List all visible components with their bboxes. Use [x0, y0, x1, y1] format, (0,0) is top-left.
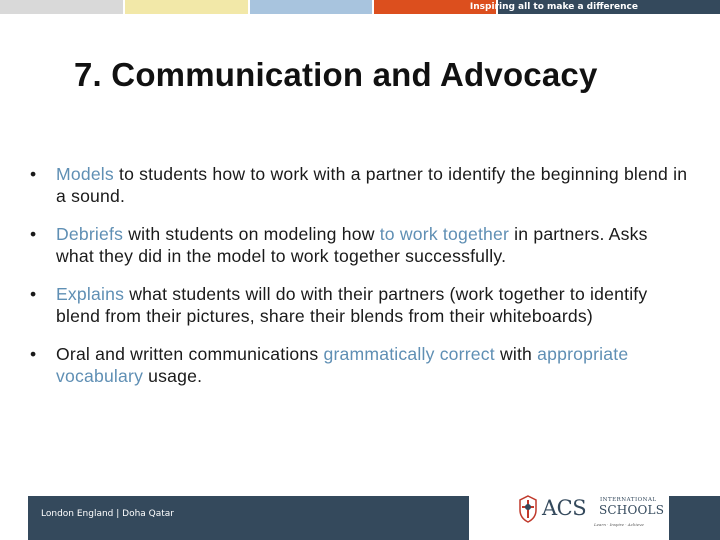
footer-locations: London England | Doha Qatar [41, 509, 175, 519]
bullet-item [30, 283, 690, 327]
bullet-text: with students on modeling how [123, 224, 380, 244]
bullet-text: what students will do with their partners (work together to identify blend from their pictures, share their blends from their whiteboards) [56, 284, 648, 326]
bullet-item [30, 163, 690, 207]
highlighted-text: Debriefs [56, 224, 124, 244]
color-segment-blue [250, 0, 372, 14]
bullet-marker: • [30, 344, 37, 364]
footer-bar-left [28, 496, 469, 540]
logo-acs-text: ACS [542, 496, 587, 520]
bullet-marker: • [30, 164, 37, 184]
footer-bar-right [669, 496, 720, 540]
bullet-text: usage. [143, 366, 203, 386]
logo-motto-text: Learn · Inspire · Achieve [594, 522, 644, 527]
highlighted-text: to work together [379, 224, 510, 244]
top-color-bar [0, 0, 720, 14]
highlighted-text: appropriate vocabulary [56, 344, 629, 386]
color-segment-grey [0, 0, 123, 14]
bullet-list [30, 163, 690, 403]
acs-logo [510, 494, 665, 530]
logo-schools-text: SCHOOLS [599, 503, 665, 517]
color-segment-yellow [125, 0, 248, 14]
bullet-text: to students how to work with a partner to identify the beginning blend in a sound. [56, 164, 688, 206]
header-tagline: Inspiring all to make a difference [469, 2, 638, 12]
bullet-item [30, 343, 690, 387]
logo-international-text: INTERNATIONAL [600, 497, 657, 503]
highlighted-text: grammatically correct [323, 344, 495, 364]
bullet-item [30, 223, 690, 267]
bullet-text: with [494, 344, 538, 364]
bullet-text: in partners. Asks what they did in the model to work together successfully. [56, 224, 648, 266]
highlighted-text: Models [56, 164, 114, 184]
crest-icon [516, 494, 540, 524]
slide-title: 7. Communication and Advocacy [74, 56, 598, 93]
highlighted-text: Explains [56, 284, 125, 304]
bullet-text: Oral and written communications [56, 344, 324, 364]
bullet-marker: • [30, 224, 37, 244]
bullet-marker: • [30, 284, 37, 304]
